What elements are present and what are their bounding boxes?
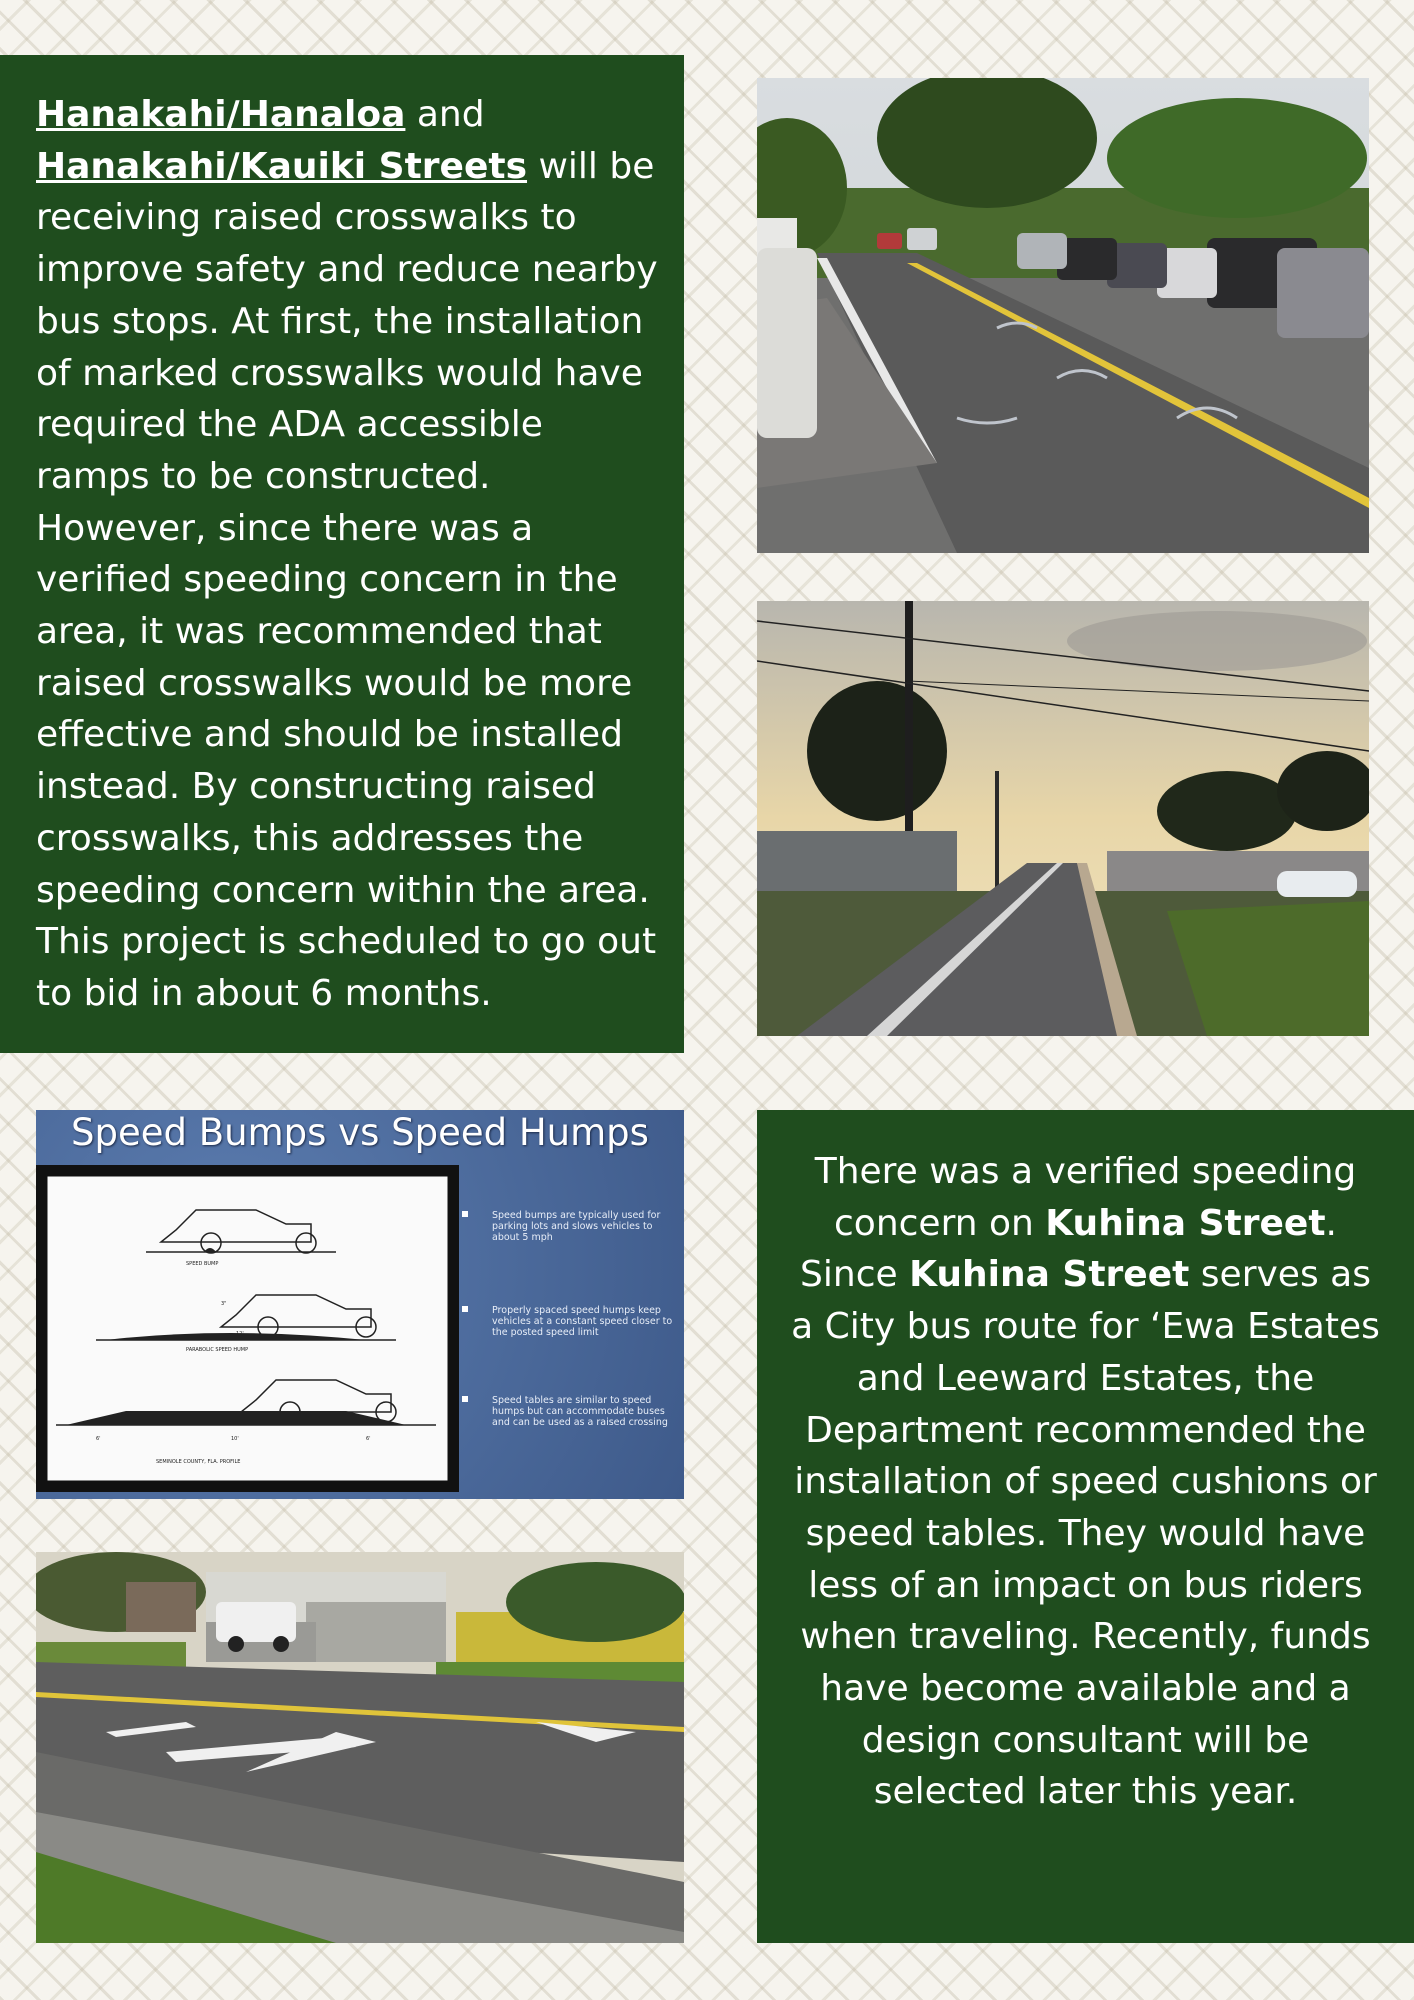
slide-title: Speed Bumps vs Speed Humps: [71, 1111, 649, 1154]
intro-body: will be receiving raised crosswalks to improve safety and reduce nearby bus stops. At first, the installation of marked crosswalks would have required the ADA accessible ramps to be constructed. However, since there was a verified speeding concern in the area, it was recommended that raised crosswalks would be more effective and should be installed instead. By constructing raised crosswalks, this addresses the speeding concern within the area. This project is scheduled to go out to bid in about 6 months.: [36, 145, 658, 1014]
label-table-mid: 10': [231, 1436, 239, 1442]
kuhina-text-3: serves as a City bus route for ‘Ewa Estates and Leeward Estates, the Department recommended the installation of speed cushions or speed tables. They would have less of an impact on bus riders when traveling. Recently, funds have become available and a design consultant will be selected later this year.: [791, 1254, 1380, 1813]
label-table-right: 6': [366, 1436, 371, 1442]
label-speed-bump: SPEED BUMP: [186, 1261, 219, 1267]
street-link-kauiki[interactable]: Hanakahi/Kauiki Streets: [36, 145, 528, 187]
label-hump-height: 3": [221, 1301, 227, 1307]
speed-bumps-vs-humps-slide: [36, 1110, 684, 1499]
label-hump-length: 12': [236, 1331, 244, 1337]
kuhina-street-1: Kuhina Street: [1045, 1202, 1326, 1244]
street-link-hanaloa[interactable]: Hanakahi/Hanaloa: [36, 94, 406, 135]
raised-crosswalk-photo: [36, 1552, 684, 1943]
kuhina-text-2: . Since: [800, 1202, 1337, 1296]
kuhina-street-2: Kuhina Street: [909, 1254, 1190, 1296]
street-parked-cars-photo: [757, 78, 1369, 553]
street-sunset-photo: [757, 601, 1369, 1036]
slide-bullet-bumps: Speed bumps are typically used for parking lots and slows vehicles to about 5 mph: [466, 1210, 678, 1243]
intro-paragraph: [36, 89, 664, 1020]
label-speed-hump: PARABOLIC SPEED HUMP: [186, 1347, 249, 1353]
slide-bullet-humps: Properly spaced speed humps keep vehicles at a constant speed closer to the posted speed limit: [466, 1305, 678, 1338]
intro-text-panel: [0, 55, 684, 1053]
connector-text: and: [405, 94, 485, 135]
label-table-left: 6': [96, 1436, 101, 1442]
slide-bullet-tables: Speed tables are similar to speed humps but can accommodate buses and can be used as a raised crossing: [466, 1395, 678, 1428]
label-seminole: SEMINOLE COUNTY, FLA. PROFILE: [156, 1459, 241, 1465]
kuhina-text-panel: [757, 1110, 1414, 1943]
kuhina-paragraph: [785, 1146, 1386, 1818]
kuhina-text-1: There was a verified speeding concern on: [814, 1151, 1357, 1244]
speed-profile-diagram: [36, 1165, 459, 1492]
